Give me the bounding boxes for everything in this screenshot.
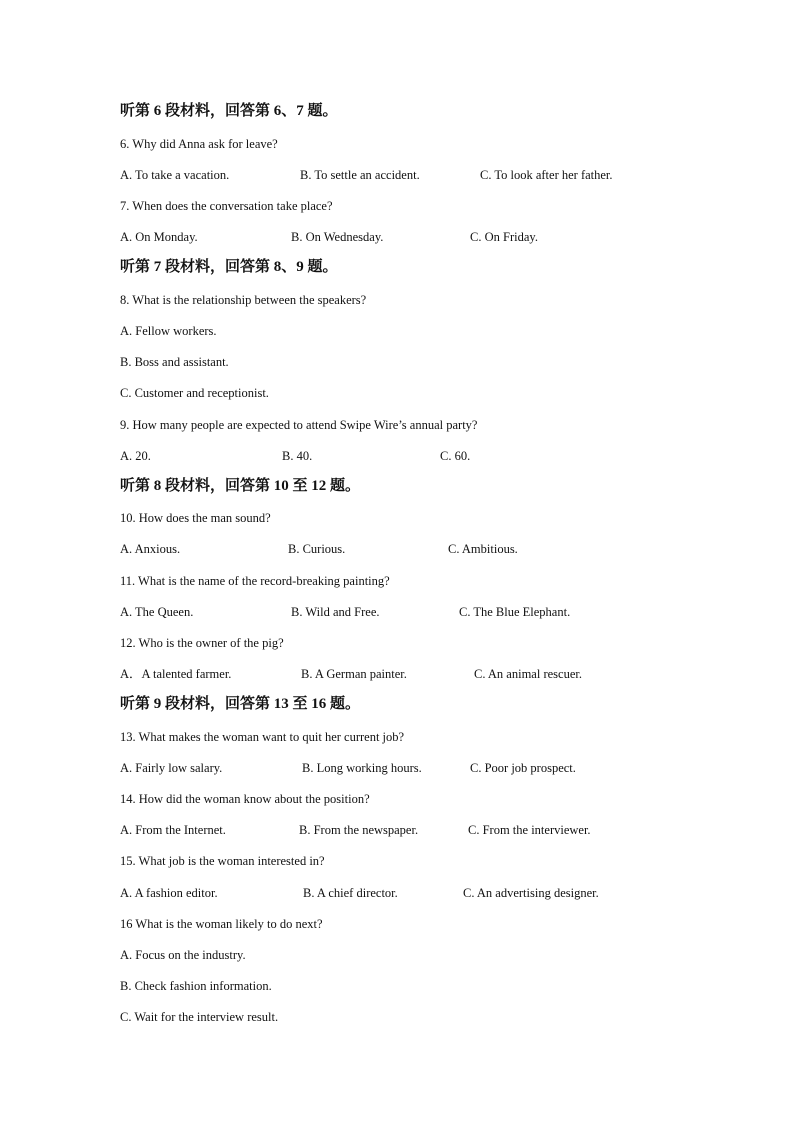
question-text: 7. When does the conversation take place? (120, 199, 333, 213)
option-b: B. A German painter. (301, 667, 407, 681)
option-c: C. Customer and receptionist. (120, 386, 269, 400)
section-heading: 听第 7 段材料，回答第 8、9 题。 (120, 259, 338, 275)
option-a: A. Fairly low salary. (120, 761, 223, 775)
option-a: A. The Queen. (120, 605, 194, 619)
option-a: A. Fellow workers. (120, 324, 217, 338)
option-b: B. Curious. (288, 542, 346, 556)
option-c: C. From the interviewer. (468, 823, 591, 837)
section-heading: 听第 9 段材料，回答第 13 至 16 题。 (120, 696, 361, 712)
option-c: C. An advertising designer. (463, 886, 599, 900)
question-text: 12. Who is the owner of the pig? (120, 636, 284, 650)
option-b: B. 40. (282, 449, 313, 463)
option-b: B. On Wednesday. (291, 230, 384, 244)
option-b: B. Wild and Free. (291, 605, 380, 619)
option-c: C. An animal rescuer. (474, 667, 582, 681)
section-heading: 听第 6 段材料，回答第 6、7 题。 (120, 103, 338, 119)
section-heading: 听第 8 段材料，回答第 10 至 12 题。 (120, 478, 361, 494)
option-c: C. Ambitious. (448, 542, 518, 556)
option-c: C. The Blue Elephant. (459, 605, 571, 619)
option-c: C. Wait for the interview result. (120, 1010, 279, 1024)
option-b: B. Long working hours. (302, 761, 422, 775)
option-a: A．A talented farmer. (120, 667, 232, 681)
option-a: A. On Monday. (120, 230, 198, 244)
option-a: A. To take a vacation. (120, 168, 230, 182)
option-b: B. To settle an accident. (300, 168, 420, 182)
question-text: 16 What is the woman likely to do next? (120, 917, 323, 931)
option-a: A. A fashion editor. (120, 886, 218, 900)
question-text: 9. How many people are expected to attend Swipe Wire’s annual party? (120, 418, 478, 432)
option-c: C. On Friday. (470, 230, 538, 244)
option-c: C. Poor job prospect. (470, 761, 576, 775)
question-text: 11. What is the name of the record-breaking painting? (120, 574, 390, 588)
option-c: C. 60. (440, 449, 471, 463)
option-b: B. A chief director. (303, 886, 398, 900)
question-text: 8. What is the relationship between the speakers? (120, 293, 367, 307)
option-a: A. 20. (120, 449, 151, 463)
question-text: 6. Why did Anna ask for leave? (120, 137, 278, 151)
option-b: B. Check fashion information. (120, 979, 272, 993)
question-text: 14. How did the woman know about the position? (120, 792, 370, 806)
option-a: A. From the Internet. (120, 823, 226, 837)
option-a: A. Anxious. (120, 542, 181, 556)
option-b: B. From the newspaper. (299, 823, 419, 837)
option-a: A. Focus on the industry. (120, 948, 246, 962)
option-b: B. Boss and assistant. (120, 355, 229, 369)
question-text: 15. What job is the woman interested in? (120, 854, 325, 868)
question-text: 10. How does the man sound? (120, 511, 271, 525)
question-text: 13. What makes the woman want to quit her current job? (120, 730, 405, 744)
option-c: C. To look after her father. (480, 168, 613, 182)
